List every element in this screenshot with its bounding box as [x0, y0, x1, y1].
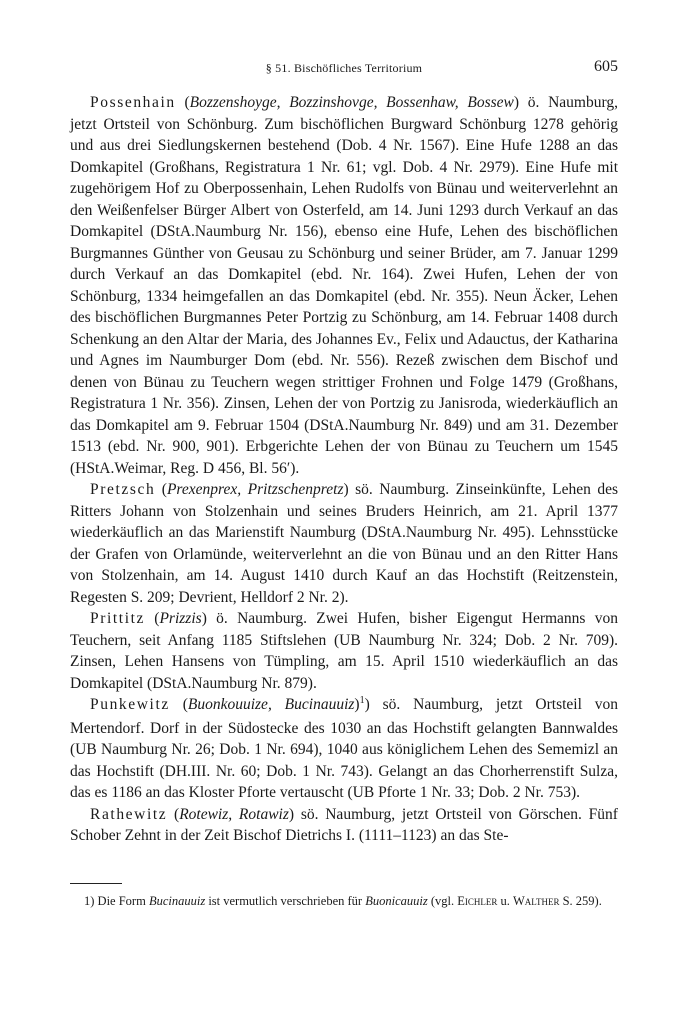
place-name: Rathewitz [90, 805, 168, 823]
entry-text: sö. Naumburg. Zinseinkünfte, Lehen des Ritters Johann von Stolzenhain und seines Bruders Heinrich, am 21. April 1377 wiederkäuflich an das Marienstift Naumburg (DStA.Naumburg Nr. 495). Lehnsstücke der Grafen von Orlamünde, weiterverlehnt an die von Bünau und an den Ritter Hans von Stolzenhain, am 14. August 1410 durch Kauf an das Hochstift (Reitzenstein, Regesten S. 209; Devrient, Helldorf 2 Nr. 2). [70, 481, 618, 606]
entry-text: ö. Naumburg. Zwei Hufen, bisher Eigengut Hermanns von Teuchern, seit Anfang 1185 Stiftslehen (UB Naumburg Nr. 324; Dob. 2 Nr. 709). Zinsen, Lehen Hansens von Tümpling, am 15. April 1510 wiederkäuflich an das Domkapitel (DStA.Naumburg Nr. 879). [70, 610, 618, 692]
footnote-divider [70, 883, 122, 884]
body-text [70, 92, 618, 847]
footnote: 1) Die Form Bucinauuiz ist vermutlich verschrieben für Buonicauuiz (vgl. Eichler u. Walther S. 259). [84, 894, 602, 908]
footnote-text: S. 259). [562, 894, 602, 908]
entry-text: sö. Naumburg, jetzt Ortsteil von Görschen. Fünf Schober Zehnt in der Zeit Bischof Dietrichs I. (1111–1123) an das Ste- [70, 805, 618, 844]
footnote-marker: 1 [84, 894, 91, 908]
footnote-reference[interactable]: 1 [359, 695, 365, 706]
place-name: Punkewitz [90, 696, 170, 713]
name-variants: Bozzenshoyge, Bozzinshovge, Bossenhaw, Bossew [189, 94, 514, 111]
running-header [70, 58, 618, 78]
name-variants: Prexenprex, Pritzschenpretz [166, 481, 344, 498]
name-variants: Buonkouuize, Bucinauuiz [187, 696, 355, 713]
name-variants: Rotewiz, Rotawiz [179, 805, 289, 823]
footnote-text: (vgl. [430, 894, 455, 908]
entry-prittitz: Prittitz (Prizzis) ö. Naumburg. Zwei Hufen, bisher Eigengut Hermanns von Teuchern, seit Anfang 1185 Stiftslehen (UB Naumburg Nr. 324; Dob. 2 Nr. 709). Zinsen, Lehen Hansens von Tümpling, am 15. April 1510 wiederkäuflich an das Domkapitel (DStA.Naumburg Nr. 879). [70, 610, 618, 692]
entry-rathewitz: Rathewitz (Rotewiz, Rotawiz) sö. Naumburg, jetzt Ortsteil von Görschen. Fünf Schober Zehnt in der Zeit Bischof Dietrichs I. (1111–1123) an das Ste- [70, 805, 618, 844]
footnote-word: Buonicauuiz [365, 894, 428, 908]
footnote-text: u. [500, 894, 510, 908]
place-name: Prittitz [90, 610, 145, 627]
entry-possenhain: Possenhain (Bozzenshoyge, Bozzinshovge, Bossenhaw, Bossew) ö. Naumburg, jetzt Ortsteil von Schönburg. Zum bischöflichen Burgward Schönburg 1278 gehörig und aus drei Siedlungskernen bestehend (Dob. 4 Nr. 1567). Eine Hufe 1288 an das Domkapitel (Großhans, Registratura 1 Nr. 61; vgl. Dob. 4 Nr. 2979). Eine Hufe mit zugehörigem Hof zu Oberpossenhain, Lehen Rudolfs von Bünau und weiterverlehnt an den Weißenfelser Bürger Albert von Osterfeld, am 14. Juni 1293 durch Verkauf an das Domkapitel (DStA.Naumburg Nr. 156), ebenso eine Hufe, Lehen des bischöflichen Burgmannes Günther von Geusau zu Schönburg und seiner Brüder, am 7. Januar 1299 durch Verkauf an das Domkapitel (ebd. Nr. 164). Zwei Hufen, Lehen der von Schönburg, 1334 heimgefallen an das Domkapitel (ebd. Nr. 355). Neun Äcker, Lehen des bischöflichen Burgmannes Peter Portzig zu Schönburg, am 14. Februar 1408 durch Schenkung an den Altar der Maria, des Johannes Ev., Felix und Adauctus, der Katharina und Agnes im Naumburger Dom (ebd. Nr. 556). Rezeß zwischen dem Bischof und denen von Bünau zu Teuchern wegen strittiger Frohnen und Folge 1479 (Großhans, Registratura 1 Nr. 356). Zinsen, Lehen der von Portzig zu Janisroda, wiederkäuflich an das Domkapitel am 9. Februar 1504 (DStA.Naumburg Nr. 849) und am 31. Dezember 1513 (ebd. Nr. 900, 901). Erbgerichte Lehen der von Bünau zu Teuchern um 1545 (HStA.Weimar, Reg. D 456, Bl. 56′). [70, 94, 618, 477]
author-name: Walther [513, 894, 560, 908]
footnote-text: ist vermutlich verschrieben für [208, 894, 363, 908]
entry-text: sö. Naumburg, jetzt Ortsteil von Mertendorf. Dorf in der Südostecke des 1030 an das Hochstift gelangten Bannwaldes (UB Naumburg Nr. 26; Dob. 1 Nr. 694), 1040 aus königlichem Lehen des Sememizl an das Hochstift (DH.III. Nr. 60; Dob. 1 Nr. 743). Gelangt an das Chorherrenstift Sulza, das es 1186 an das Kloster Pforte vertauscht (UB Pforte 1 Nr. 33; Dob. 2 Nr. 753). [70, 696, 619, 801]
entry-pretzsch: Pretzsch (Prexenprex, Pritzschenpretz) sö. Naumburg. Zinseinkünfte, Lehen des Ritters Johann von Stolzenhain und seines Bruders Heinrich, am 21. April 1377 wiederkäuflich an das Marienstift Naumburg (DStA.Naumburg Nr. 495). Lehnsstücke der Grafen von Orlamünde, weiterverlehnt an die von Bünau und an den Ritter Hans von Stolzenhain, am 14. August 1410 durch Kauf an das Hochstift (Reitzenstein, Regesten S. 209; Devrient, Helldorf 2 Nr. 2). [70, 481, 618, 606]
running-title: § 51. Bischöfliches Territorium [265, 61, 423, 75]
footnote-word: Bucinauuiz [148, 894, 206, 908]
place-name: Possenhain [90, 94, 176, 111]
page-number: 605 [594, 58, 618, 75]
place-name: Pretzsch [90, 481, 156, 498]
entry-text: ö. Naumburg, jetzt Ortsteil von Schönburg. Zum bischöflichen Burgward Schönburg 1278 gehörig und aus drei Siedlungskernen bestehend (Dob. 4 Nr. 1567). Eine Hufe 1288 an das Domkapitel (Großhans, Registratura 1 Nr. 61; vgl. Dob. 4 Nr. 2979). Eine Hufe mit zugehörigem Hof zu Oberpossenhain, Lehen Rudolfs von Bünau und weiterverlehnt an den Weißenfelser Bürger Albert von Osterfeld, am 14. Juni 1293 durch Verkauf an das Domkapitel (DStA.Naumburg Nr. 156), ebenso eine Hufe, Lehen des bischöflichen Burgmannes Günther von Geusau zu Schönburg und seiner Brüder, am 7. Januar 1299 durch Verkauf an das Domkapitel (ebd. Nr. 164). Zwei Hufen, Lehen der von Schönburg, 1334 heimgefallen an das Domkapitel (ebd. Nr. 355). Neun Äcker, Lehen des bischöflichen Burgmannes Peter Portzig zu Schönburg, am 14. Februar 1408 durch Schenkung an den Altar der Maria, des Johannes Ev., Felix und Adauctus, der Katharina und Agnes im Naumburger Dom (ebd. Nr. 556). Rezeß zwischen dem Bischof und denen von Bünau zu Teuchern wegen strittiger Frohnen und Folge 1479 (Großhans, Registratura 1 Nr. 356). Zinsen, Lehen der von Portzig zu Janisroda, wiederkäuflich an das Domkapitel am 9. Februar 1504 (DStA.Naumburg Nr. 849) und am 31. Dezember 1513 (ebd. Nr. 900, 901). Erbgerichte Lehen der von Bünau zu Teuchern um 1545 (HStA.Weimar, Reg. D 456, Bl. 56′). [70, 94, 618, 477]
name-variants: Prizzis [159, 610, 202, 627]
entry-punkewitz: Punkewitz (Buonkouuize, Bucinauuiz)$^1$) sö. Naumburg, jetzt Ortsteil von Mertendorf. Dorf in der Südostecke des 1030 an das Hochstift gelangten Bannwaldes (UB Naumburg Nr. 26; Dob. 1 Nr. 694), 1040 aus königlichem Lehen des Sememizl an das Hochstift (DH.III. Nr. 60; Dob. 1 Nr. 743). Gelangt an das Chorherrenstift Sulza, das es 1186 an das Kloster Pforte vertauscht (UB Pforte 1 Nr. 33; Dob. 2 Nr. 753). [70, 695, 619, 801]
footnote-text: Die Form [97, 894, 146, 908]
author-name: Eichler [457, 894, 498, 908]
